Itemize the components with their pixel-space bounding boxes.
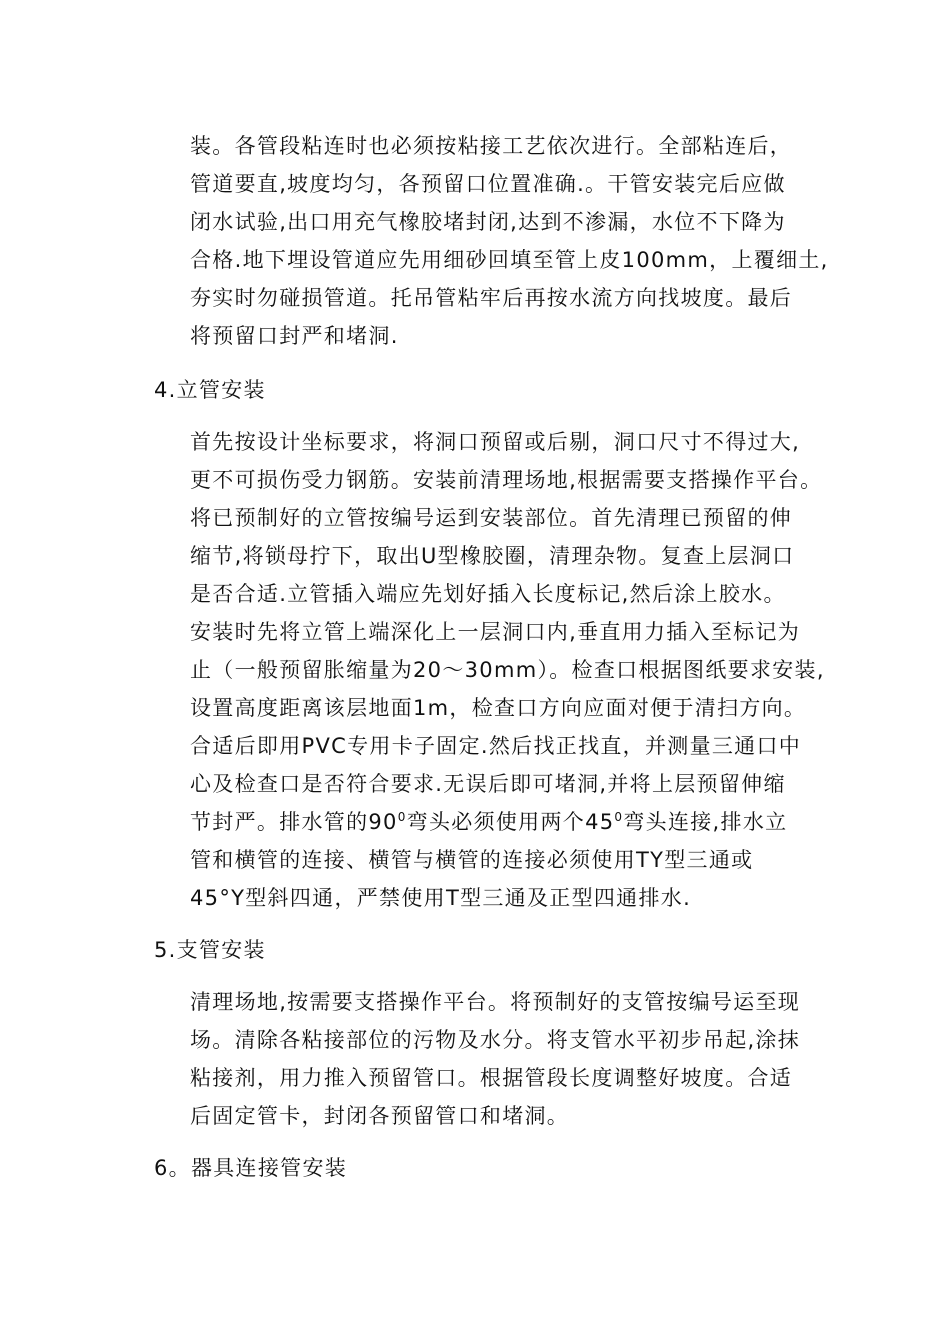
line11-text-c: 弯头连接,排水立 xyxy=(623,810,788,834)
para3-line-2: 场。清除各粘接部位的污物及水分。将支管水平初步吊起,涂抹 xyxy=(190,1028,801,1052)
para3-line-4: 后固定管卡，封闭各预留管口和堵洞。 xyxy=(190,1104,570,1128)
para1-line-2: 管道要直,坡度均匀，各预留口位置准确.。干管安装完后应做 xyxy=(190,172,786,196)
section-heading-6: 6。器具连接管安装 xyxy=(154,1156,348,1180)
section-heading-5: 5.支管安装 xyxy=(154,938,266,962)
para2-line-5: 是否合适.立管插入端应先划好插入长度标记,然后涂上胶水。 xyxy=(190,582,786,606)
degree-superscript-1: 0 xyxy=(397,810,407,824)
para2-line-3: 将已预制好的立管按编号运到安装部位。首先清理已预留的伸 xyxy=(190,506,793,530)
para2-line-4: 缩节,将锁母拧下，取出U型橡胶圈，清理杂物。复查上层洞口 xyxy=(190,544,795,568)
line11-text-b: 弯头必须使用两个45 xyxy=(406,810,615,834)
para2-line-7: 止（一般预留胀缩量为20～30mm）。检查口根据图纸要求安装, xyxy=(190,658,825,682)
para2-line-12: 管和横管的连接、横管与横管的连接必须使用TY型三通或 xyxy=(190,848,754,872)
para3-line-3: 粘接剂，用力推入预留管口。根据管段长度调整好坡度。合适 xyxy=(190,1066,793,1090)
para2-line-10: 心及检查口是否符合要求.无误后即可堵洞,并将上层预留伸缩 xyxy=(190,772,786,796)
para2-line-6: 安装时先将立管上端深化上一层洞口内,垂直用力插入至标记为 xyxy=(190,620,801,644)
para2-line-2: 更不可损伤受力钢筋。安装前清理场地,根据需要支搭操作平台。 xyxy=(190,468,823,492)
para1-line-5: 夯实时勿碰损管道。托吊管粘牢后再按水流方向找坡度。最后 xyxy=(190,286,793,310)
section-heading-4: 4.立管安装 xyxy=(154,378,266,402)
line11-text-a: 节封严。排水管的90 xyxy=(190,810,398,834)
para2-line-1: 首先按设计坐标要求，将洞口预留或后剔，洞口尺寸不得过大, xyxy=(190,430,801,454)
para1-line-1: 装。各管段粘连时也必须按粘接工艺依次进行。全部粘连后， xyxy=(190,134,793,158)
para1-line-3: 闭水试验,出口用充气橡胶堵封闭,达到不渗漏，水位不下降为 xyxy=(190,210,786,234)
para2-line-8: 设置高度距离该层地面1m，检查口方向应面对便于清扫方向。 xyxy=(190,696,807,720)
para1-line-4: 合格.地下埋设管道应先用细砂回填至管上皮100mm，上覆细土, xyxy=(190,248,829,272)
para2-line-11 xyxy=(190,807,787,837)
para3-line-1: 清理场地,按需要支搭操作平台。将预制好的支管按编号运至现 xyxy=(190,990,801,1014)
para2-line-9: 合适后即用PVC专用卡子固定.然后找正找直，并测量三通口中 xyxy=(190,734,802,758)
degree-superscript-2: 0 xyxy=(614,810,624,824)
para2-line-13: 45°Y型斜四通，严禁使用T型三通及正型四通排水. xyxy=(190,886,692,910)
para1-line-6: 将预留口封严和堵洞. xyxy=(190,324,399,348)
